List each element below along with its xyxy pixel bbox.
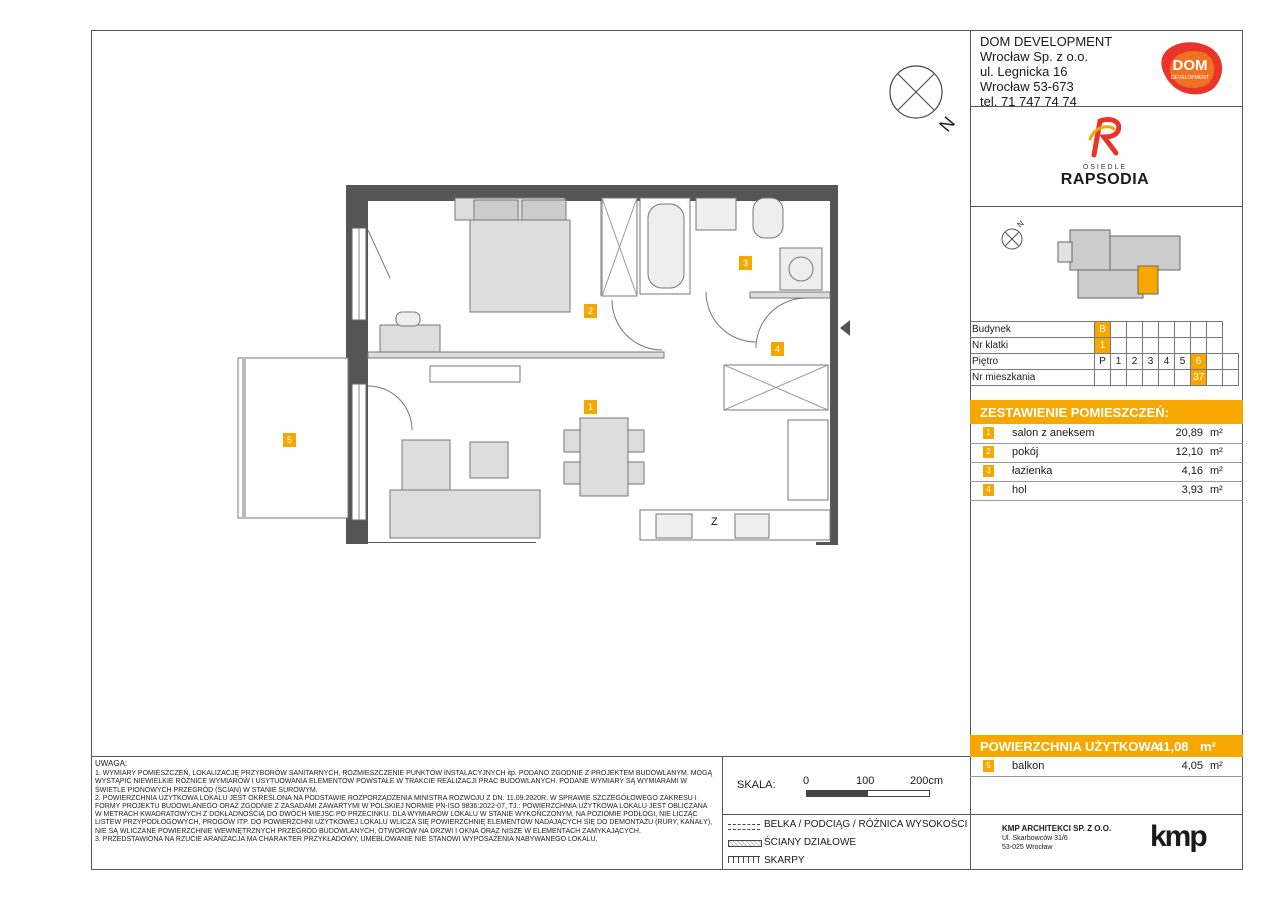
compass (885, 62, 965, 142)
plan-tag-hol: 4 (771, 342, 784, 356)
room-name: pokój (1012, 446, 1039, 458)
floor-cell: 2 (1127, 354, 1143, 370)
notes-heading: UWAGA: (95, 759, 128, 768)
key-plan (998, 218, 1188, 308)
plan-tag-balkon: 5 (283, 433, 296, 447)
building-label: Budynek (970, 322, 1095, 338)
usable-area: 41,08 (1156, 739, 1189, 754)
panel-divider (722, 756, 723, 870)
scale-bar (806, 790, 930, 797)
room-row (970, 481, 1243, 501)
plan-tag-pokoj: 2 (584, 304, 597, 318)
room-name: salon z aneksem (1012, 427, 1095, 439)
room-row (970, 462, 1243, 482)
legend-wall-icon (728, 840, 762, 847)
usable-area-bar (970, 735, 1243, 757)
dom-logo-sub: DEVELOPMENT (1171, 75, 1209, 81)
floor-cell: 5 (1175, 354, 1191, 370)
company-line2: Wrocław Sp. z o.o. (980, 49, 1089, 64)
architect-city: 53-025 Wrocław (1002, 844, 1053, 851)
svg-text:N: N (1015, 218, 1026, 230)
legend-item: ŚCIANY DZIAŁOWE (764, 837, 857, 848)
estate-prefix: OSIEDLE (1082, 164, 1128, 171)
notes (95, 760, 715, 844)
plan-tag-salon: 1 (584, 400, 597, 414)
plan-tag-lazienka: 3 (739, 256, 752, 270)
architect-name: KMP ARCHITEKCI SP. Z O.O. (1002, 824, 1112, 833)
rooms-header-text: ZESTAWIENIE POMIESZCZEŃ: (980, 405, 1169, 420)
scale-tick: 200cm (910, 775, 944, 787)
room-area: 3,93 (1181, 484, 1203, 496)
room-unit: m² (1210, 484, 1223, 496)
room-num: 1 (983, 427, 994, 439)
company-street: ul. Legnicka 16 (980, 64, 1068, 79)
balcony-num: 5 (983, 760, 994, 772)
floor-cell-current: 6 (1191, 354, 1207, 370)
floor-label: Piętro (970, 354, 1095, 370)
note-item: 2. POWIERZCHNIA UŻYTKOWA LOKALU JEST OKREŚLONA NA PODSTAWIE ROZPORZĄDZENIA MINISTRA ROZWOJU Z DN. 11.09.2020R. W SPRAWIE SZCZEGÓŁOWEGO ZAKRESU I FORMY PROJEKTU BUDOWLANEGO ORAZ ZGODNIE Z ZASADAMI ZAWARTYMI W POLSKIEJ NORMIE PN-ISO 9836:2022-07, TJ.: POWIERZCHNIA UŻYTKOWA LOKALU JEST OBLICZANA W METRACH KWADRATOWYCH Z DOKŁADNOŚCIĄ DO DWÓCH MIEJSC PO PRZECINKU. DLA WYMIARÓW LOKALU W STANIE WYKOŃCZONYM, NA POZIOMIE PODŁOGI, NIE LICZĄC LISTEW PRZYPODŁOGOWYCH, PROGÓW ITP. DO POWIERZCHNI UŻYTKOWEJ LOKALU WLICZA SIĘ POWIERZCHNIĘ ELEMENTÓW NADAJĄCYCH SIĘ DO DEMONTAŻU (RURY, KANAŁY), NIE SĄ WLICZANE POWIERZCHNIE WEWNĘTRZNYCH PRZEGRÓD BUDOWLANYCH, OTWORÓW NA DRZWI I OKNA ORAZ NISZE W ELEMENTACH ZAMYKAJĄCYCH. (95, 794, 713, 835)
scale-tick: 100 (856, 775, 875, 787)
note-item: 3. PRZEDSTAWIONA NA RZUCIE ARANŻACJA MA CHARAKTER PRZYKŁADOWY, UMEBLOWANIE NIE STANOWI WYPOSAŻENIA NABYWANEGO LOKALU. (95, 835, 598, 843)
panel-divider (970, 206, 1243, 207)
room-name: łazienka (1012, 465, 1053, 477)
info-table (970, 321, 1239, 386)
balcony-row (970, 757, 1243, 777)
room-row (970, 424, 1243, 444)
company-info (980, 34, 1112, 109)
room-row (970, 443, 1243, 463)
room-unit: m² (1210, 446, 1223, 458)
note-item: 1. WYMIARY POMIESZCZEŃ, LOKALIZACJĘ PRZYBORÓW SANITARNYCH, ROZMIESZCZENIE PUNKTÓW INSTALACYJNYCH itp. PODANO ZGODNIE Z PROJEKTEM BUDOWLANYM. MOGĄ WYSTĄPIĆ NIEWIELKIE RÓŻNICE WYMIARÓW I USYTUOWANIA ELEMENTÓW POWSTAŁE W TRAKCIE REALIZACJI PRAC BUDOWLANYCH. PODANE WYMIARY SĄ WYMIARAMI W ŚWIETLE PIONOWYCH PRZEGRÓD (ŚCIAN) W STANIE SUROWYM. (95, 770, 713, 794)
estate-name: RAPSODIA (1060, 171, 1150, 188)
balcony-area: 4,05 (1181, 760, 1203, 772)
legend-slope-icon (728, 856, 760, 863)
rapsodia-mark-icon (1080, 115, 1130, 159)
dom-logo (1152, 38, 1228, 98)
company-city: Wrocław 53-673 (980, 79, 1074, 94)
architect-info (1002, 824, 1111, 852)
floor-plan (230, 180, 850, 570)
floor-cell: 1 (1111, 354, 1127, 370)
rooms-header (970, 400, 1243, 424)
legend-item: BELKA / PODCIĄG / RÓŻNICA WYSOKOŚCI (764, 819, 968, 830)
legend-beam-icon (728, 824, 760, 830)
scale-tick: 0 (803, 775, 810, 787)
rapsodia-logo (1055, 115, 1155, 195)
usable-unit: m² (1200, 739, 1216, 754)
room-area: 12,10 (1175, 446, 1203, 458)
scale-label: SKALA: (737, 779, 776, 791)
fridge-letter: Z (711, 516, 718, 528)
company-phone: tel. 71 747 74 74 (980, 94, 1077, 109)
floor-cell: 3 (1143, 354, 1159, 370)
room-name: hol (1012, 484, 1027, 496)
balcony-name: balkon (1012, 760, 1045, 772)
room-area: 20,89 (1175, 427, 1203, 439)
floor-cell: 4 (1159, 354, 1175, 370)
legend-item: SKARPY (764, 855, 805, 866)
room-area: 4,16 (1181, 465, 1203, 477)
floor-cell: P (1095, 354, 1111, 370)
company-name: DOM DEVELOPMENT (980, 34, 1113, 49)
room-num: 3 (983, 465, 994, 477)
stair-value: 1 (1095, 338, 1111, 354)
flat-label: Nr mieszkania (970, 370, 1095, 386)
usable-label: POWIERZCHNIA UŻYTKOWA: (980, 739, 1164, 754)
room-num: 2 (983, 446, 994, 458)
building-value: B (1095, 322, 1111, 338)
compass-letter: N (935, 112, 959, 136)
flat-value: 37 (1191, 370, 1207, 386)
kmp-logo: kmp (1150, 820, 1206, 853)
entrance-arrow-icon (840, 320, 850, 336)
architect-street: Ul. Skarbowców 31/6 (1002, 835, 1068, 842)
room-unit: m² (1210, 427, 1223, 439)
stair-label: Nr klatki (970, 338, 1095, 354)
dom-logo-text: DOM (1172, 57, 1208, 74)
room-num: 4 (983, 484, 994, 496)
panel-divider (722, 814, 1243, 815)
balcony-unit: m² (1210, 760, 1223, 772)
room-unit: m² (1210, 465, 1223, 477)
